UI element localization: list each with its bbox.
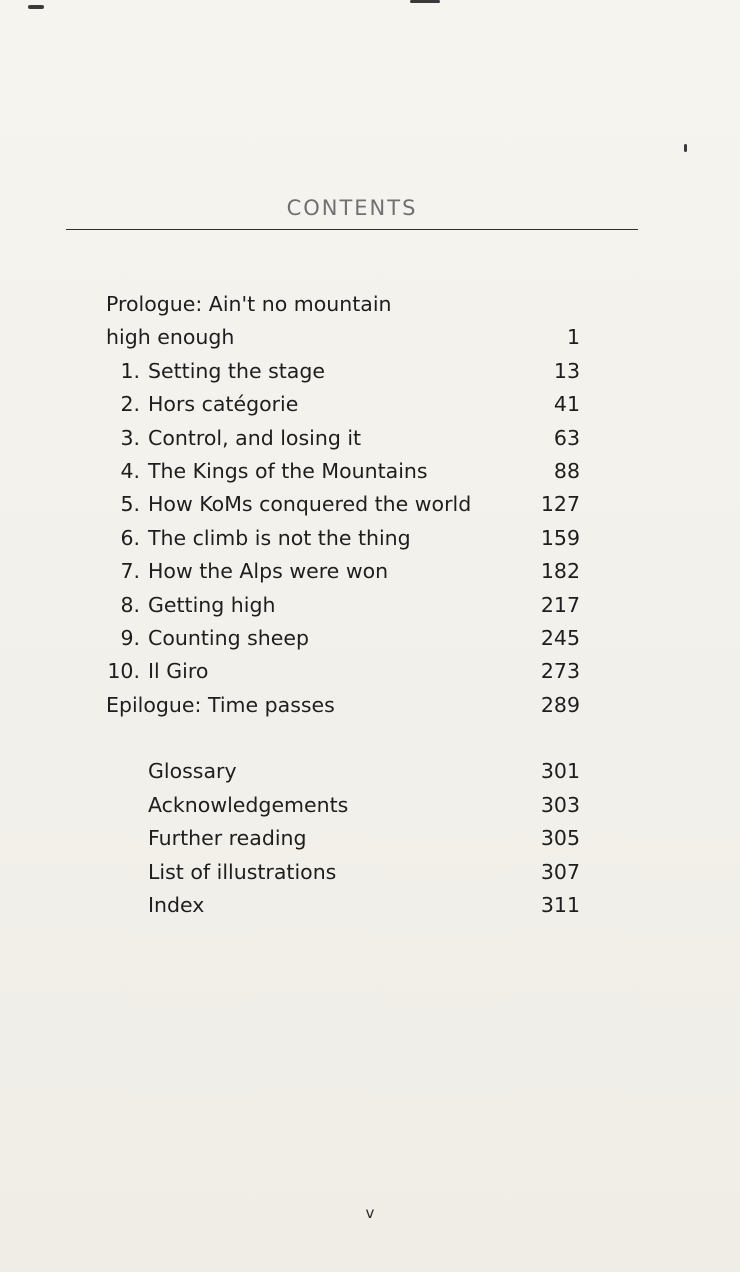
entry-title: Acknowledgements (148, 792, 349, 817)
toc-entry-glossary (106, 755, 580, 788)
entry-page-number: 182 (540, 559, 580, 584)
entry-page-number: 41 (553, 392, 580, 417)
entry-page-number: 13 (553, 358, 580, 383)
toc-entry-chapter-3 (106, 422, 580, 455)
chapter-number: 6. (120, 525, 140, 550)
toc-entry-chapter-4 (106, 455, 580, 488)
chapter-number: 3. (120, 425, 140, 450)
ink-speck (684, 144, 687, 152)
toc-entry-chapter-1 (106, 355, 580, 388)
entry-page-number: 305 (540, 826, 580, 851)
toc-entry-acknowledgements (106, 789, 580, 822)
toc-entry-prologue-line1 (106, 288, 580, 321)
toc-entry-list-of-illustrations (106, 856, 580, 889)
toc-entry-chapter-7 (106, 555, 580, 588)
toc-entry-index (106, 889, 580, 922)
entry-title: Setting the stage (148, 358, 325, 383)
entry-page-number: 301 (540, 759, 580, 784)
entry-page-number: 307 (540, 859, 580, 884)
toc-entry-epilogue (106, 689, 580, 722)
toc-entry-chapter-5 (106, 488, 580, 521)
entry-title: Hors catégorie (148, 392, 299, 417)
entry-title: The Kings of the Mountains (148, 458, 428, 483)
entry-title: List of illustrations (148, 859, 337, 884)
toc-entry-chapter-2 (106, 388, 580, 421)
entry-title: How the Alps were won (148, 559, 389, 584)
toc-entry-further-reading (106, 822, 580, 855)
entry-title: high enough (106, 325, 235, 350)
entry-page-number: 159 (540, 525, 580, 550)
toc-entry-chapter-9 (106, 622, 580, 655)
ink-speck (28, 5, 44, 9)
section-spacer (106, 722, 580, 755)
entry-page-number: 217 (540, 592, 580, 617)
chapter-number: 9. (120, 625, 140, 650)
page-folio: v (365, 1204, 375, 1222)
entry-title: Counting sheep (148, 625, 310, 650)
entry-page-number: 245 (540, 625, 580, 650)
entry-title: Epilogue: Time passes (106, 692, 335, 717)
chapter-number: 7. (120, 559, 140, 584)
toc-entry-chapter-8 (106, 589, 580, 622)
entry-title: Getting high (148, 592, 276, 617)
entry-title: Glossary (148, 759, 237, 784)
chapter-number: 4. (120, 458, 140, 483)
entry-page-number: 303 (540, 792, 580, 817)
entry-page-number: 127 (540, 492, 580, 517)
entry-page-number: 273 (540, 659, 580, 684)
chapter-number: 5. (120, 492, 140, 517)
entry-title: Il Giro (148, 659, 209, 684)
entry-page-number: 311 (540, 893, 580, 918)
entry-title: Further reading (148, 826, 307, 851)
entry-page-number: 63 (553, 425, 580, 450)
chapter-number: 1. (120, 358, 140, 383)
ink-speck (410, 0, 440, 3)
entry-page-number: 88 (553, 458, 580, 483)
table-of-contents (106, 288, 580, 922)
entry-title: Index (148, 893, 205, 918)
chapter-number: 2. (120, 392, 140, 417)
entry-title: Control, and losing it (148, 425, 362, 450)
page-title: CONTENTS (286, 196, 418, 220)
entry-title: How KoMs conquered the world (148, 492, 472, 517)
chapter-number: 10. (107, 659, 140, 684)
chapter-number: 8. (120, 592, 140, 617)
entry-page-number: 289 (540, 692, 580, 717)
entry-title: The climb is not the thing (148, 525, 411, 550)
toc-entry-prologue-line2 (106, 321, 580, 354)
entry-title: Prologue: Ain't no mountain (106, 292, 392, 316)
toc-entry-chapter-6 (106, 522, 580, 555)
title-rule (66, 229, 638, 230)
toc-entry-chapter-10 (106, 655, 580, 688)
entry-page-number: 1 (566, 325, 580, 350)
